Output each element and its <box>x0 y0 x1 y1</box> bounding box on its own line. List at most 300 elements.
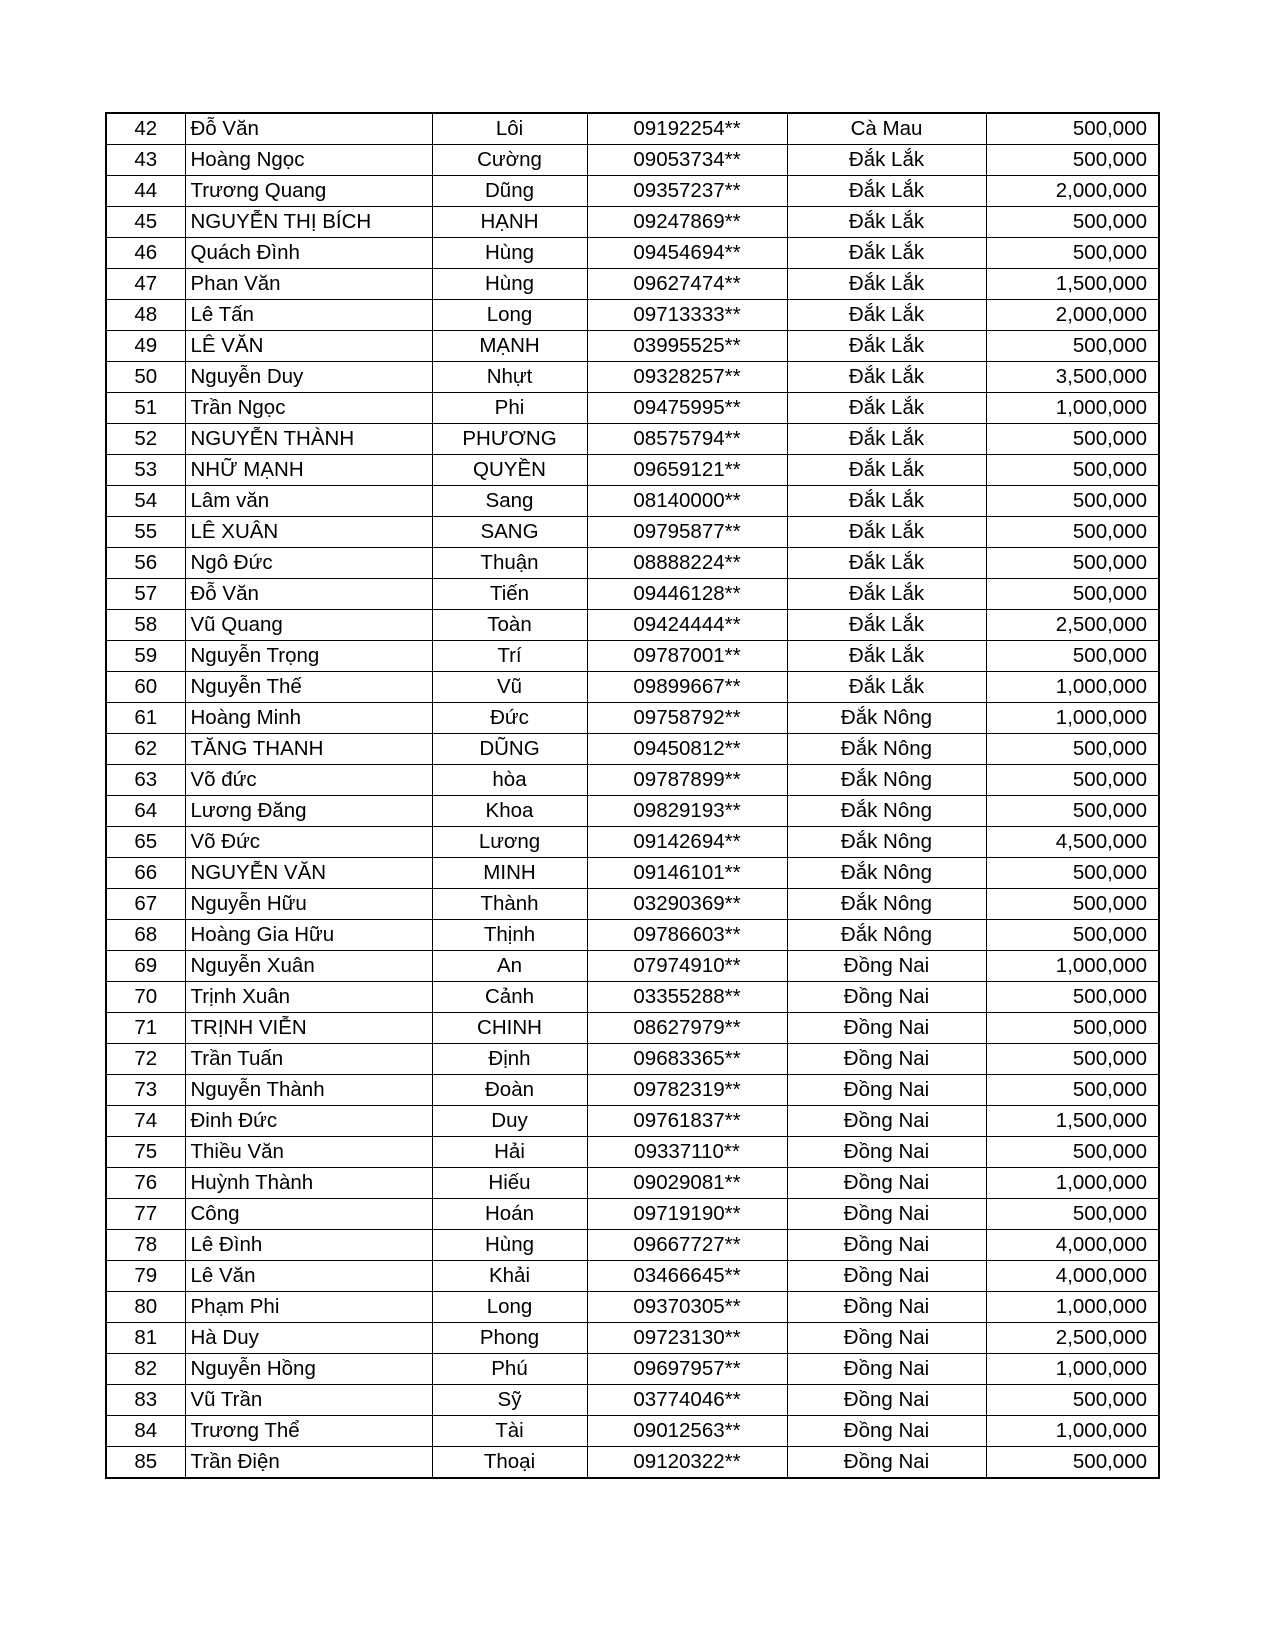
table-row <box>106 951 1159 982</box>
given-name: Duy <box>432 1106 587 1137</box>
given-name: Cảnh <box>432 982 587 1013</box>
amount: 500,000 <box>986 517 1159 548</box>
family-name: TĂNG THANH <box>185 734 432 765</box>
amount: 1,000,000 <box>986 672 1159 703</box>
phone-number: 03290369** <box>587 889 787 920</box>
province: Đồng Nai <box>787 1385 986 1416</box>
table-row <box>106 517 1159 548</box>
family-name: Trần Điện <box>185 1447 432 1479</box>
province: Đắk Lắk <box>787 610 986 641</box>
amount: 500,000 <box>986 889 1159 920</box>
phone-number: 09337110** <box>587 1137 787 1168</box>
family-name: Nguyễn Thế <box>185 672 432 703</box>
phone-number: 09357237** <box>587 176 787 207</box>
province: Đắk Nông <box>787 858 986 889</box>
province: Đắk Lắk <box>787 176 986 207</box>
province: Đắk Lắk <box>787 331 986 362</box>
family-name: Lương Đăng <box>185 796 432 827</box>
given-name: hòa <box>432 765 587 796</box>
table-row <box>106 610 1159 641</box>
row-number: 83 <box>106 1385 185 1416</box>
phone-number: 09142694** <box>587 827 787 858</box>
province: Đắk Lắk <box>787 548 986 579</box>
amount: 500,000 <box>986 331 1159 362</box>
row-number: 57 <box>106 579 185 610</box>
phone-number: 08627979** <box>587 1013 787 1044</box>
province: Đắk Nông <box>787 734 986 765</box>
phone-number: 09719190** <box>587 1199 787 1230</box>
amount: 500,000 <box>986 1044 1159 1075</box>
table-row <box>106 1106 1159 1137</box>
row-number: 46 <box>106 238 185 269</box>
row-number: 62 <box>106 734 185 765</box>
phone-number: 09192254** <box>587 113 787 145</box>
province: Đồng Nai <box>787 1354 986 1385</box>
table-row <box>106 1013 1159 1044</box>
amount: 1,000,000 <box>986 1168 1159 1199</box>
row-number: 43 <box>106 145 185 176</box>
phone-number: 09782319** <box>587 1075 787 1106</box>
amount: 500,000 <box>986 455 1159 486</box>
phone-number: 09787001** <box>587 641 787 672</box>
phone-number: 09424444** <box>587 610 787 641</box>
phone-number: 09146101** <box>587 858 787 889</box>
family-name: Nguyễn Trọng <box>185 641 432 672</box>
table-row <box>106 300 1159 331</box>
province: Đắk Lắk <box>787 486 986 517</box>
amount: 500,000 <box>986 113 1159 145</box>
phone-number: 09758792** <box>587 703 787 734</box>
province: Đồng Nai <box>787 1230 986 1261</box>
row-number: 64 <box>106 796 185 827</box>
row-number: 66 <box>106 858 185 889</box>
province: Đắk Nông <box>787 703 986 734</box>
given-name: Định <box>432 1044 587 1075</box>
province: Đắk Lắk <box>787 455 986 486</box>
phone-number: 03995525** <box>587 331 787 362</box>
table-row <box>106 982 1159 1013</box>
family-name: Đỗ Văn <box>185 113 432 145</box>
family-name: Nguyễn Xuân <box>185 951 432 982</box>
given-name: Dũng <box>432 176 587 207</box>
table-row <box>106 1292 1159 1323</box>
table-row <box>106 765 1159 796</box>
row-number: 47 <box>106 269 185 300</box>
table-row <box>106 920 1159 951</box>
amount: 500,000 <box>986 1137 1159 1168</box>
row-number: 42 <box>106 113 185 145</box>
phone-number: 03774046** <box>587 1385 787 1416</box>
province: Đắk Lắk <box>787 672 986 703</box>
given-name: Hùng <box>432 1230 587 1261</box>
given-name: Thuận <box>432 548 587 579</box>
row-number: 61 <box>106 703 185 734</box>
row-number: 53 <box>106 455 185 486</box>
amount: 4,000,000 <box>986 1230 1159 1261</box>
amount: 3,500,000 <box>986 362 1159 393</box>
family-name: Vũ Trần <box>185 1385 432 1416</box>
row-number: 71 <box>106 1013 185 1044</box>
given-name: Thành <box>432 889 587 920</box>
given-name: Vũ <box>432 672 587 703</box>
phone-number: 09697957** <box>587 1354 787 1385</box>
given-name: Thịnh <box>432 920 587 951</box>
province: Đắk Nông <box>787 796 986 827</box>
given-name: Sỹ <box>432 1385 587 1416</box>
given-name: Khoa <box>432 796 587 827</box>
row-number: 76 <box>106 1168 185 1199</box>
family-name: Hoàng Ngọc <box>185 145 432 176</box>
phone-number: 09667727** <box>587 1230 787 1261</box>
amount: 500,000 <box>986 145 1159 176</box>
amount: 500,000 <box>986 858 1159 889</box>
table-row <box>106 1168 1159 1199</box>
phone-number: 09454694** <box>587 238 787 269</box>
phone-number: 09328257** <box>587 362 787 393</box>
phone-number: 09475995** <box>587 393 787 424</box>
phone-number: 09446128** <box>587 579 787 610</box>
family-name: NGUYỄN THÀNH <box>185 424 432 455</box>
province: Đắk Nông <box>787 827 986 858</box>
phone-number: 09683365** <box>587 1044 787 1075</box>
phone-number: 09053734** <box>587 145 787 176</box>
row-number: 74 <box>106 1106 185 1137</box>
table-row <box>106 145 1159 176</box>
given-name: CHINH <box>432 1013 587 1044</box>
amount: 1,000,000 <box>986 393 1159 424</box>
province: Đồng Nai <box>787 1292 986 1323</box>
table-row <box>106 641 1159 672</box>
family-name: Hoàng Minh <box>185 703 432 734</box>
given-name: Trí <box>432 641 587 672</box>
province: Đồng Nai <box>787 1075 986 1106</box>
given-name: Nhựt <box>432 362 587 393</box>
amount: 4,500,000 <box>986 827 1159 858</box>
family-name: LÊ VĂN <box>185 331 432 362</box>
given-name: Khải <box>432 1261 587 1292</box>
amount: 2,500,000 <box>986 1323 1159 1354</box>
row-number: 51 <box>106 393 185 424</box>
family-name: Đỗ Văn <box>185 579 432 610</box>
given-name: Lương <box>432 827 587 858</box>
table-row <box>106 1075 1159 1106</box>
table-row <box>106 269 1159 300</box>
province: Đắk Lắk <box>787 207 986 238</box>
row-number: 78 <box>106 1230 185 1261</box>
row-number: 60 <box>106 672 185 703</box>
row-number: 44 <box>106 176 185 207</box>
amount: 500,000 <box>986 982 1159 1013</box>
table-row <box>106 176 1159 207</box>
row-number: 72 <box>106 1044 185 1075</box>
family-name: Nguyễn Duy <box>185 362 432 393</box>
row-number: 59 <box>106 641 185 672</box>
amount: 2,500,000 <box>986 610 1159 641</box>
amount: 500,000 <box>986 548 1159 579</box>
table-row <box>106 796 1159 827</box>
phone-number: 08140000** <box>587 486 787 517</box>
row-number: 82 <box>106 1354 185 1385</box>
given-name: Sang <box>432 486 587 517</box>
phone-number: 08888224** <box>587 548 787 579</box>
amount: 2,000,000 <box>986 300 1159 331</box>
family-name: NGUYỄN VĂN <box>185 858 432 889</box>
phone-number: 08575794** <box>587 424 787 455</box>
row-number: 56 <box>106 548 185 579</box>
family-name: NHỮ MẠNH <box>185 455 432 486</box>
table-row <box>106 1261 1159 1292</box>
province: Đắk Lắk <box>787 517 986 548</box>
table-row <box>106 1137 1159 1168</box>
amount: 500,000 <box>986 238 1159 269</box>
amount: 500,000 <box>986 579 1159 610</box>
table-row <box>106 1199 1159 1230</box>
province: Đồng Nai <box>787 1044 986 1075</box>
province: Đồng Nai <box>787 1447 986 1479</box>
amount: 500,000 <box>986 1385 1159 1416</box>
given-name: Long <box>432 300 587 331</box>
phone-number: 09786603** <box>587 920 787 951</box>
province: Đắk Lắk <box>787 238 986 269</box>
family-name: Võ Đức <box>185 827 432 858</box>
phone-number: 09829193** <box>587 796 787 827</box>
given-name: Tiến <box>432 579 587 610</box>
family-name: Thiều Văn <box>185 1137 432 1168</box>
given-name: Hải <box>432 1137 587 1168</box>
family-name: LÊ XUÂN <box>185 517 432 548</box>
province: Đồng Nai <box>787 1261 986 1292</box>
province: Đắk Lắk <box>787 579 986 610</box>
family-name: Vũ Quang <box>185 610 432 641</box>
family-name: Công <box>185 1199 432 1230</box>
given-name: Long <box>432 1292 587 1323</box>
row-number: 79 <box>106 1261 185 1292</box>
phone-number: 09723130** <box>587 1323 787 1354</box>
amount: 1,000,000 <box>986 1354 1159 1385</box>
row-number: 49 <box>106 331 185 362</box>
given-name: Phi <box>432 393 587 424</box>
given-name: MẠNH <box>432 331 587 362</box>
given-name: HẠNH <box>432 207 587 238</box>
phone-number: 09120322** <box>587 1447 787 1479</box>
given-name: DŨNG <box>432 734 587 765</box>
province: Đồng Nai <box>787 982 986 1013</box>
given-name: Hùng <box>432 269 587 300</box>
phone-number: 09247869** <box>587 207 787 238</box>
province: Đắk Lắk <box>787 145 986 176</box>
amount: 500,000 <box>986 424 1159 455</box>
province: Đắk Lắk <box>787 269 986 300</box>
province: Đắk Lắk <box>787 300 986 331</box>
given-name: Hiếu <box>432 1168 587 1199</box>
phone-number: 09761837** <box>587 1106 787 1137</box>
given-name: Cường <box>432 145 587 176</box>
given-name: Toàn <box>432 610 587 641</box>
province: Đồng Nai <box>787 1137 986 1168</box>
family-name: Lê Tấn <box>185 300 432 331</box>
phone-number: 09029081** <box>587 1168 787 1199</box>
table-row <box>106 455 1159 486</box>
phone-number: 09795877** <box>587 517 787 548</box>
table-row <box>106 1416 1159 1447</box>
family-name: NGUYỄN THỊ BÍCH <box>185 207 432 238</box>
phone-number: 09659121** <box>587 455 787 486</box>
row-number: 50 <box>106 362 185 393</box>
given-name: Phong <box>432 1323 587 1354</box>
table-row <box>106 1044 1159 1075</box>
province: Đắk Nông <box>787 889 986 920</box>
row-number: 54 <box>106 486 185 517</box>
amount: 1,000,000 <box>986 1292 1159 1323</box>
amount: 500,000 <box>986 796 1159 827</box>
given-name: QUYỀN <box>432 455 587 486</box>
table-row <box>106 827 1159 858</box>
row-number: 45 <box>106 207 185 238</box>
given-name: SANG <box>432 517 587 548</box>
family-name: Võ đức <box>185 765 432 796</box>
row-number: 48 <box>106 300 185 331</box>
province: Đồng Nai <box>787 1416 986 1447</box>
amount: 500,000 <box>986 920 1159 951</box>
amount: 500,000 <box>986 734 1159 765</box>
province: Đắk Lắk <box>787 641 986 672</box>
donor-table-body <box>106 113 1159 1478</box>
phone-number: 03355288** <box>587 982 787 1013</box>
donor-table <box>105 112 1160 1479</box>
family-name: Lê Đình <box>185 1230 432 1261</box>
family-name: TRỊNH VIỄN <box>185 1013 432 1044</box>
amount: 1,000,000 <box>986 1416 1159 1447</box>
row-number: 85 <box>106 1447 185 1479</box>
amount: 1,000,000 <box>986 951 1159 982</box>
table-row <box>106 672 1159 703</box>
given-name: Lôi <box>432 113 587 145</box>
family-name: Phan Văn <box>185 269 432 300</box>
province: Đắk Lắk <box>787 393 986 424</box>
table-row <box>106 362 1159 393</box>
family-name: Trần Ngọc <box>185 393 432 424</box>
given-name: Đức <box>432 703 587 734</box>
province: Đồng Nai <box>787 1199 986 1230</box>
family-name: Trương Thể <box>185 1416 432 1447</box>
family-name: Lâm văn <box>185 486 432 517</box>
phone-number: 03466645** <box>587 1261 787 1292</box>
given-name: Phú <box>432 1354 587 1385</box>
family-name: Lê Văn <box>185 1261 432 1292</box>
row-number: 84 <box>106 1416 185 1447</box>
row-number: 69 <box>106 951 185 982</box>
amount: 500,000 <box>986 207 1159 238</box>
row-number: 75 <box>106 1137 185 1168</box>
province: Đồng Nai <box>787 1106 986 1137</box>
phone-number: 09450812** <box>587 734 787 765</box>
phone-number: 09899667** <box>587 672 787 703</box>
table-row <box>106 113 1159 145</box>
row-number: 81 <box>106 1323 185 1354</box>
row-number: 52 <box>106 424 185 455</box>
table-row <box>106 889 1159 920</box>
phone-number: 09627474** <box>587 269 787 300</box>
phone-number: 09787899** <box>587 765 787 796</box>
amount: 1,500,000 <box>986 1106 1159 1137</box>
table-row <box>106 238 1159 269</box>
phone-number: 09370305** <box>587 1292 787 1323</box>
given-name: Hoán <box>432 1199 587 1230</box>
phone-number: 07974910** <box>587 951 787 982</box>
amount: 500,000 <box>986 1199 1159 1230</box>
given-name: PHƯƠNG <box>432 424 587 455</box>
table-row <box>106 424 1159 455</box>
row-number: 67 <box>106 889 185 920</box>
table-row <box>106 1230 1159 1261</box>
amount: 1,000,000 <box>986 703 1159 734</box>
row-number: 70 <box>106 982 185 1013</box>
family-name: Huỳnh Thành <box>185 1168 432 1199</box>
province: Đồng Nai <box>787 951 986 982</box>
table-row <box>106 858 1159 889</box>
family-name: Nguyễn Hữu <box>185 889 432 920</box>
given-name: An <box>432 951 587 982</box>
province: Đồng Nai <box>787 1168 986 1199</box>
table-row <box>106 486 1159 517</box>
family-name: Hoàng Gia Hữu <box>185 920 432 951</box>
family-name: Trịnh Xuân <box>185 982 432 1013</box>
amount: 500,000 <box>986 1447 1159 1479</box>
province: Đắk Lắk <box>787 424 986 455</box>
family-name: Ngô Đức <box>185 548 432 579</box>
given-name: Thoại <box>432 1447 587 1479</box>
row-number: 80 <box>106 1292 185 1323</box>
table-row <box>106 1447 1159 1479</box>
table-row <box>106 393 1159 424</box>
row-number: 55 <box>106 517 185 548</box>
family-name: Phạm Phi <box>185 1292 432 1323</box>
given-name: MINH <box>432 858 587 889</box>
table-row <box>106 548 1159 579</box>
province: Đắk Lắk <box>787 362 986 393</box>
amount: 500,000 <box>986 1013 1159 1044</box>
family-name: Đinh Đức <box>185 1106 432 1137</box>
amount: 1,500,000 <box>986 269 1159 300</box>
amount: 500,000 <box>986 765 1159 796</box>
province: Đắk Nông <box>787 765 986 796</box>
phone-number: 09713333** <box>587 300 787 331</box>
given-name: Hùng <box>432 238 587 269</box>
amount: 4,000,000 <box>986 1261 1159 1292</box>
family-name: Nguyễn Thành <box>185 1075 432 1106</box>
row-number: 63 <box>106 765 185 796</box>
row-number: 73 <box>106 1075 185 1106</box>
row-number: 77 <box>106 1199 185 1230</box>
family-name: Hà Duy <box>185 1323 432 1354</box>
table-row <box>106 703 1159 734</box>
family-name: Quách Đình <box>185 238 432 269</box>
amount: 500,000 <box>986 1075 1159 1106</box>
family-name: Trương Quang <box>185 176 432 207</box>
family-name: Trần Tuấn <box>185 1044 432 1075</box>
table-row <box>106 1354 1159 1385</box>
amount: 500,000 <box>986 486 1159 517</box>
province: Cà Mau <box>787 113 986 145</box>
table-row <box>106 1323 1159 1354</box>
family-name: Nguyễn Hồng <box>185 1354 432 1385</box>
amount: 500,000 <box>986 641 1159 672</box>
row-number: 58 <box>106 610 185 641</box>
row-number: 68 <box>106 920 185 951</box>
phone-number: 09012563** <box>587 1416 787 1447</box>
table-row <box>106 1385 1159 1416</box>
table-row <box>106 734 1159 765</box>
